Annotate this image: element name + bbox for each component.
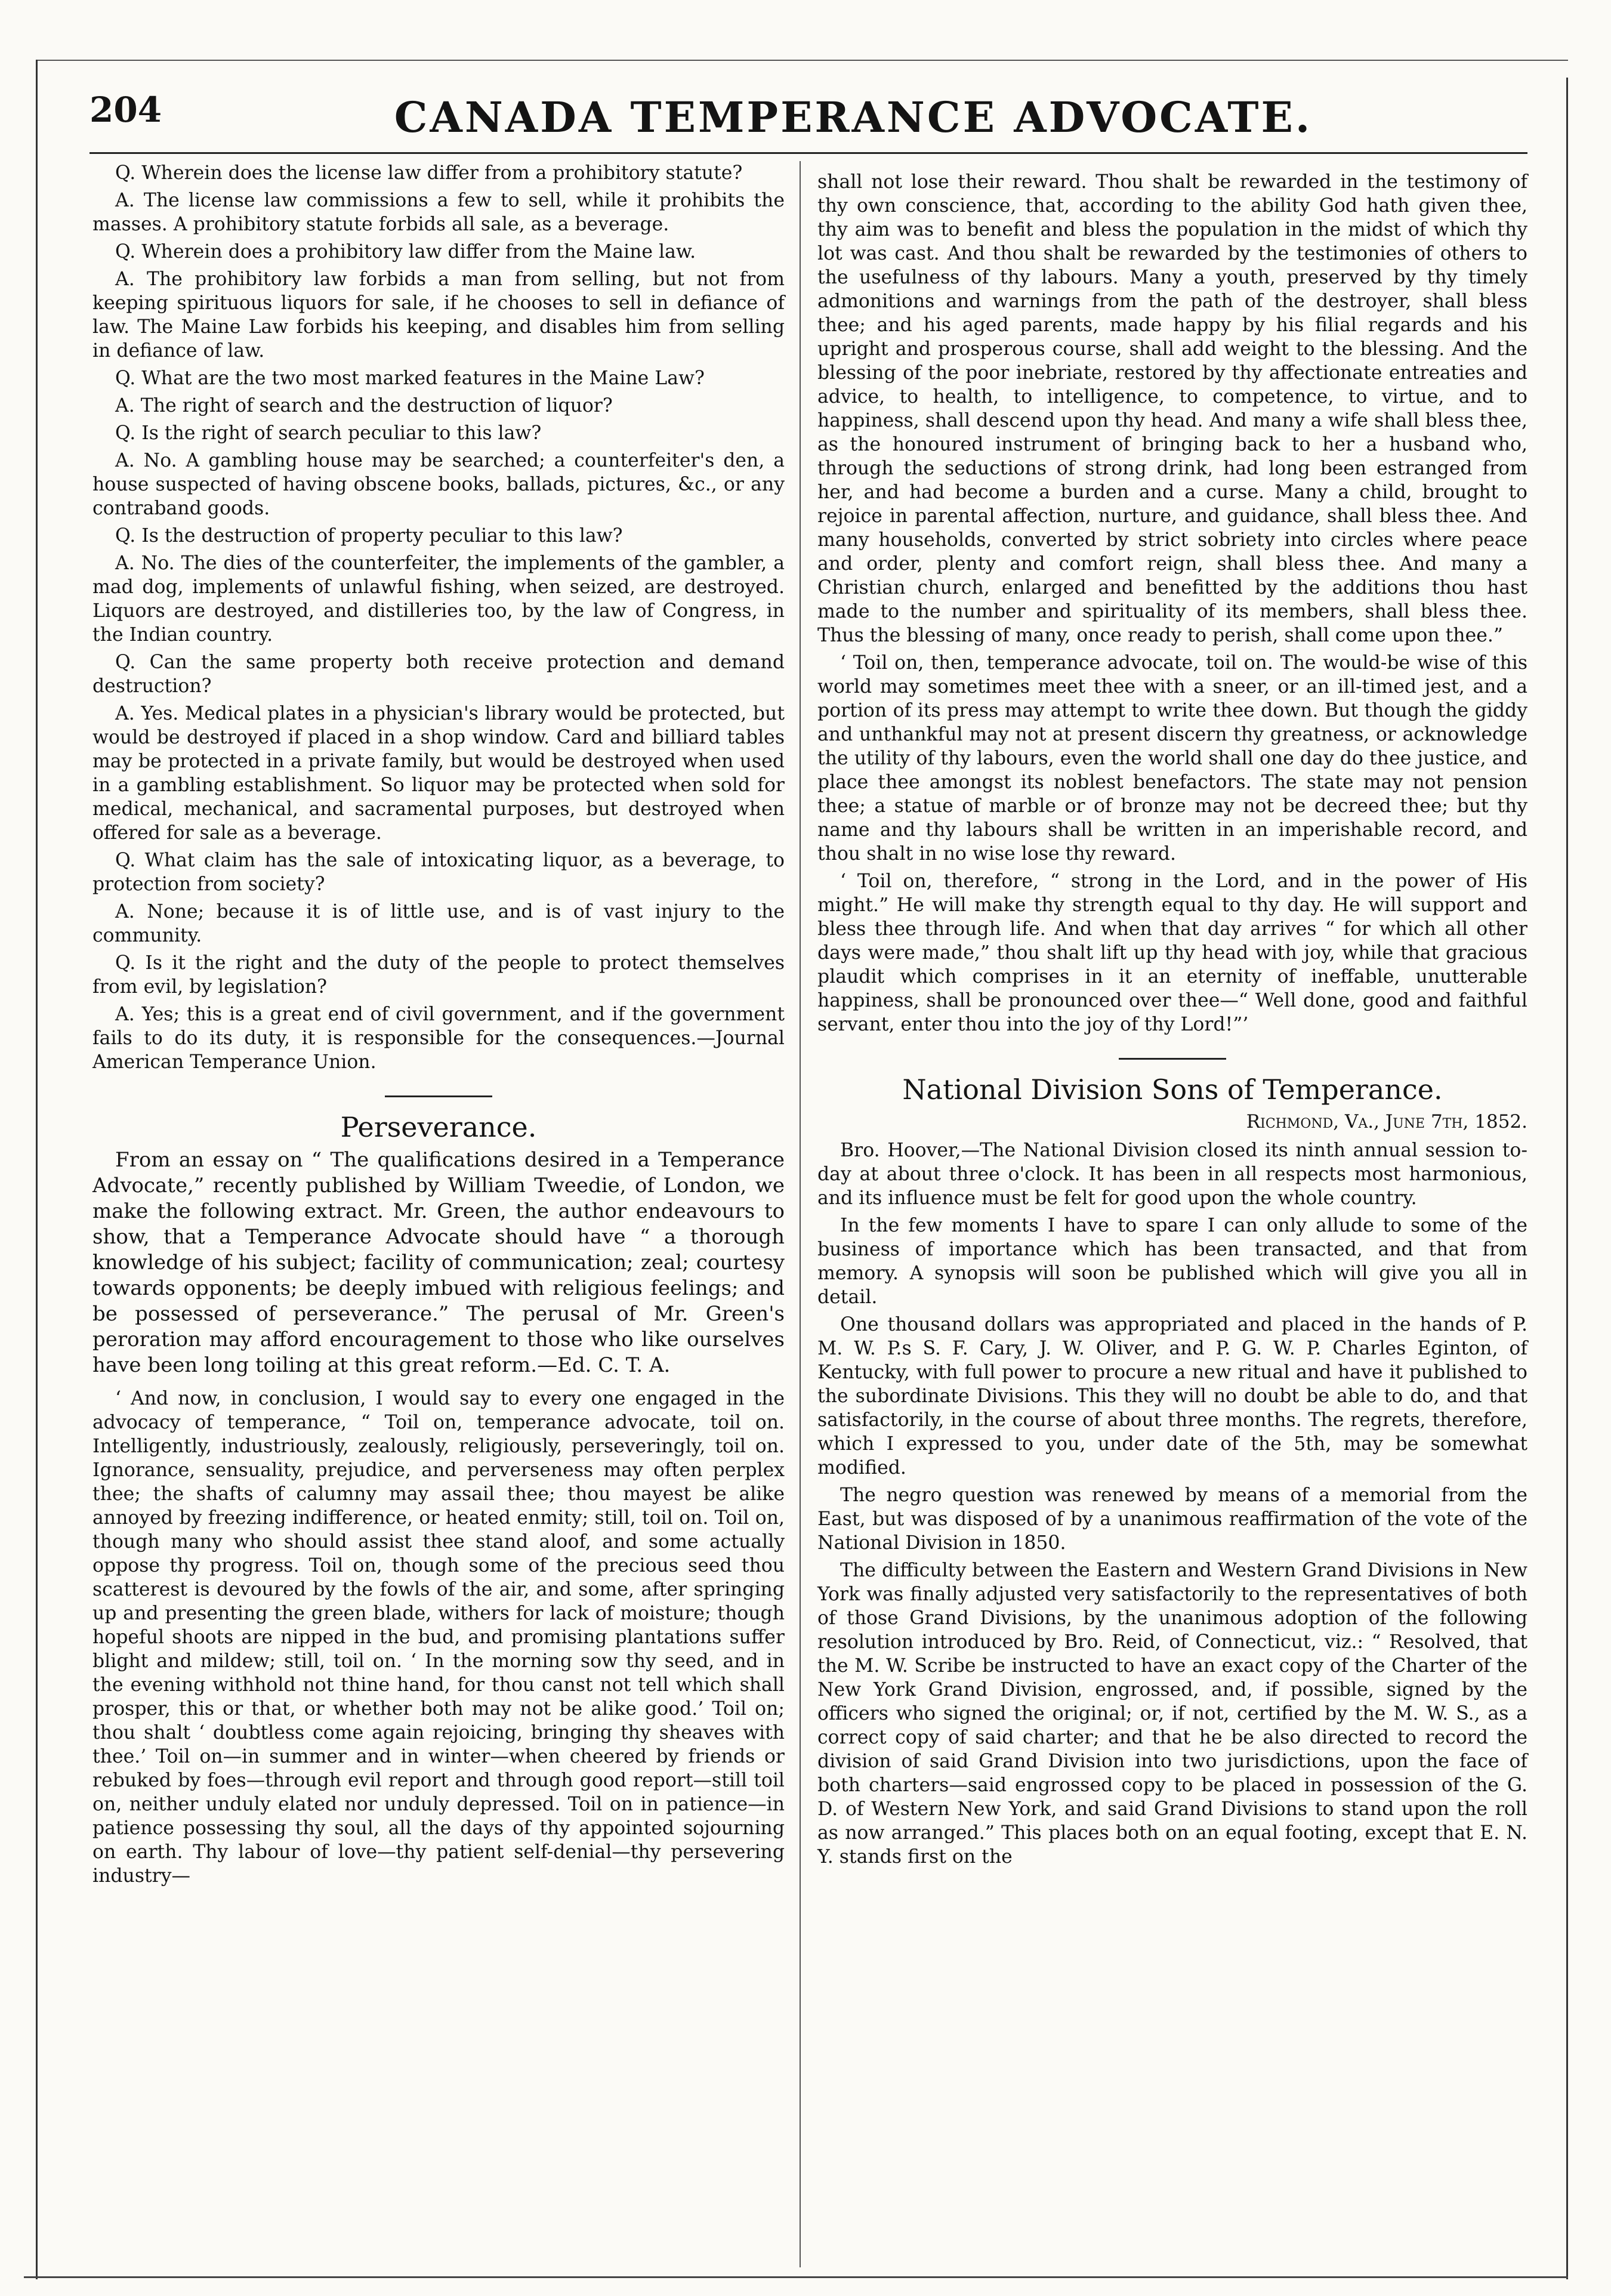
qa-paragraph: Q. Is the destruction of property peculiar to this law? [115,525,623,547]
page-header [90,90,1510,155]
section-separator [1119,1058,1226,1060]
page-number: 204 [90,90,162,130]
division-paragraph: The difficulty between the Eastern and Western Grand Divisions in New York was finally adjusted very satisfactorily to the representatives of both of those Grand Divisions, by the unanimous adoption of the following resolution introduced by Bro. Reid, of Connecticut, viz.: “ Resolved, that the M. W. Scribe be instructed to have an exact copy of the Charter of the New York Grand Division, engrossed, and, if possible, signed by the officers who signed the original; or, if not, certified by the M. W. S., as a correct copy of said charter; and that he be also directed to record the division of said Grand Division into two jurisdictions, upon the face of both charters—said engrossed copy to be placed in possession of the G. D. of Western New York, and said Grand Divisions to stand upon the roll as now arranged.” This places both on an equal footing, except that E. N. Y. stands first on the [817,1560,1527,1868]
perseverance-intro-text: From an essay on “ The qualifications desired in a Temperance Advocate,” recently published by William Tweedie, of London, we make the following extract. Mr. Green, the author endeavours to show, that a Temperance Advocate should have “ a thorough knowledge of his subject; facility of communication; zeal; courtesy towards opponents; be deeply imbued with religious feelings; and be possessed of perseverance.” The perusal of Mr. Green's peroration may afford encouragement to those who like ourselves have been long toiling at this great reform.—Ed. C. T. A. [92,1148,785,1377]
dateline: Richmond, Va., June 7th, 1852. [1246,1111,1527,1132]
division-paragraph: One thousand dollars was appropriated and placed in the hands of P. M. W. P.s S. F. Cary, J. W. Oliver, and P. G. W. P. Charles Eginton, of Kentucky, with full power to procure a new ritual and have it published to the subordinate Divisions. This they will no doubt be able to do, and that satisfactorily, in the course of about three months. The regrets, therefore, which I expressed to you, under date of the 5th, may be somewhat modified. [817,1314,1527,1479]
frame-left-rule [36,60,38,2279]
division-paragraph: The negro question was renewed by means of a memorial from the East, but was disposed of by a unanimous reaffirmation of the vote of the National Division in 1850. [817,1485,1527,1554]
perseverance-intro [92,1147,785,1378]
perseverance-body: ‘ And now, in conclusion, I would say to every one engaged in the advocacy of temperance, “ Toil on, temperance advocate, toil on. Intelligently, industriously, zealously, religiously, perseveringly, toil on. Ignorance, sensuality, prejudice, and perverseness may often perplex thee; the shafts of calumny may assail thee; thou mayest be alike annoyed by freezing indifference, or heated enmity; still, toil on. Toil on, though many who should assist thee stand aloof, and some actually oppose thy progress. Toil on, though some of the precious seed thou scatterest is devoured by the fowls of the air, and some, after springing up and presenting the green blade, withers for lack of moisture; though hopeful shoots are nipped in the bud, and promising plantations suffer blight and mildew; still, toil on. ‘ In the morning sow thy seed, and in the evening withhold not thine hand, for thou canst not tell which shall prosper, this or that, or whether both may not be alike good.’ Toil on; thou shalt ‘ doubtless come again rejoicing, bringing thy sheaves with thee.’ Toil on—in summer and in winter—when cheered by friends or rebuked by foes—through evil report and through good report—still toil on, neither unduly elated nor unduly depressed. Toil on in patience—in patience possessing thy soul, all the days of thy appointed sojourning on earth. Thy labour of love—thy patient self-denial—thy persevering industry— [92,1388,785,1887]
qa-paragraph: A. None; because it is of little use, and is of vast injury to the community. [92,901,785,946]
continued-paragraph: ‘ Toil on, then, temperance advocate, toil on. The would-be wise of this world may sometimes meet thee with a sneer, or an ill-timed jest, and a portion of its press may attempt to write thee down. But though the giddy and unthankful may not at present discern thy greatness, or acknowledge the utility of thy labours, even the world shall one day do thee justice, and place thee amongst its noblest benefactors. The state may not pension thee; a statue of marble or of bronze may not be decreed thee; but thy name and thy labours shall be written in an imperishable record, and thou shalt in no wise lose thy reward. [817,652,1527,865]
qa-paragraph: Q. What are the two most marked features in the Maine Law? [115,368,705,389]
column-divider [800,161,801,2267]
continued-paragraph: ‘ Toil on, therefore, “ strong in the Lord, and in the power of His might.” He will make thy strength equal to thy day. He will support and bless thee through life. And when that day arrives “ for which all other days were made,” thou shalt lift up thy head with joy, while that gracious plaudit which comprises in it an eternity of ineffable, unutterable happiness, shall be pronounced over thee—“ Well done, good and faithful servant, enter thou into the joy of thy Lord!”’ [817,871,1527,1035]
division-paragraph: Bro. Hoover,—The National Division closed its ninth annual session to-day at about three o'clock. It has been in all respects most harmonious, and its influence must be felt for good upon the whole country. [817,1140,1527,1209]
header-rule [90,152,1527,154]
perseverance-heading: Perseverance. [340,1111,537,1143]
division-paragraph: In the few moments I have to spare I can only allude to some of the business of importance which has been transacted, and that from memory. A synopsis will soon be published which will give you all in detail. [817,1215,1527,1308]
qa-paragraph: A. Yes. Medical plates in a physician's library would be protected, but would be destroyed if placed in a shop window. Card and billiard tables may be protected in a private family, but would be destroyed when used in a gambling establishment. So liquor may be protected when sold for medical, mechanical, and sacramental purposes, but destroyed when offered for sale as a beverage. [92,703,785,844]
qa-paragraph: A. No. A gambling house may be searched; a counterfeiter's den, a house suspected of having obscene books, ballads, pictures, &c., or any contraband goods. [92,450,785,519]
qa-paragraph: Q. What claim has the sale of intoxicating liquor, as a beverage, to protection from society? [92,850,785,895]
right-column [817,170,1527,1872]
frame-top-rule [36,60,1568,61]
continued-paragraph: shall not lose their reward. Thou shalt be rewarded in the testimony of thy own conscience, that, according to the ability God hath given thee, thy aim was to benefit and bless the population in the midst of which thy lot was cast. And thou shalt be rewarded by the testimonies of others to the usefulness of thy labours. Many a youth, preserved by thy timely admonitions and warnings from the path of the destroyer, shall bless thee; and his aged parents, made happy by his filial regards and his upright and prosperous course, shall add weight to the blessing. And the blessing of the poor inebriate, restored by thy affectionate entreaties and advice, to health, to intelligence, to competence, to virtue, and to happiness, shall descend upon thy head. And many a wife shall bless thee, as the honoured instrument of bringing back to her a husband who, through the seductions of strong drink, had long been estranged from her, and had become a burden and a curse. Many a child, brought to rejoice in parental affection, nurture, and guidance, shall bless thee. And many households, converted by strict sobriety into circles where peace and order, plenty and comfort reign, shall bless thee. And many a Christian church, enlarged and benefitted by the additions thou hast made to the number and spirituality of its members, shall bless thee. Thus the blessing of many, once ready to perish, shall come upon thee.” [817,171,1527,646]
frame-bottom-rule [24,2276,1568,2278]
frame-right-rule [1566,78,1568,2279]
qa-paragraph: Q. Can the same property both receive protection and demand destruction? [92,652,785,697]
page-title: CANADA TEMPERANCE ADVOCATE. [394,92,1313,142]
left-column [92,161,785,1891]
qa-paragraph: A. No. The dies of the counterfeiter, the implements of the gambler, a mad dog, implements of unlawful fishing, when seized, are destroyed. Liquors are destroyed, and distilleries too, by the law of Congress, in the Indian country. [92,553,785,646]
qa-paragraph: A. Yes; this is a great end of civil government, and if the government fails to do its duty, it is responsible for the consequences.—Journal American Temperance Union. [92,1004,785,1073]
qa-paragraph: A. The license law commissions a few to sell, while it prohibits the masses. A prohibitory statute forbids all sale, as a beverage. [92,190,785,235]
qa-paragraph: Q. Is the right of search peculiar to this law? [115,422,542,444]
qa-paragraph: A. The prohibitory law forbids a man from selling, but not from keeping spirituous liquors for sale, if he chooses to sell in defiance of law. The Maine Law forbids his keeping, and disables him from selling in defiance of law. [92,269,785,362]
qa-paragraph: A. The right of search and the destruction of liquor? [115,395,613,416]
qa-paragraph: Q. Is it the right and the duty of the people to protect themselves from evil, by legislation? [92,952,785,998]
section-separator [385,1095,492,1097]
division-heading: National Division Sons of Temperance. [902,1073,1443,1106]
qa-paragraph: Q. Wherein does a prohibitory law differ from the Maine law. [115,241,696,263]
qa-paragraph: Q. Wherein does the license law differ from a prohibitory statute? [115,162,743,184]
